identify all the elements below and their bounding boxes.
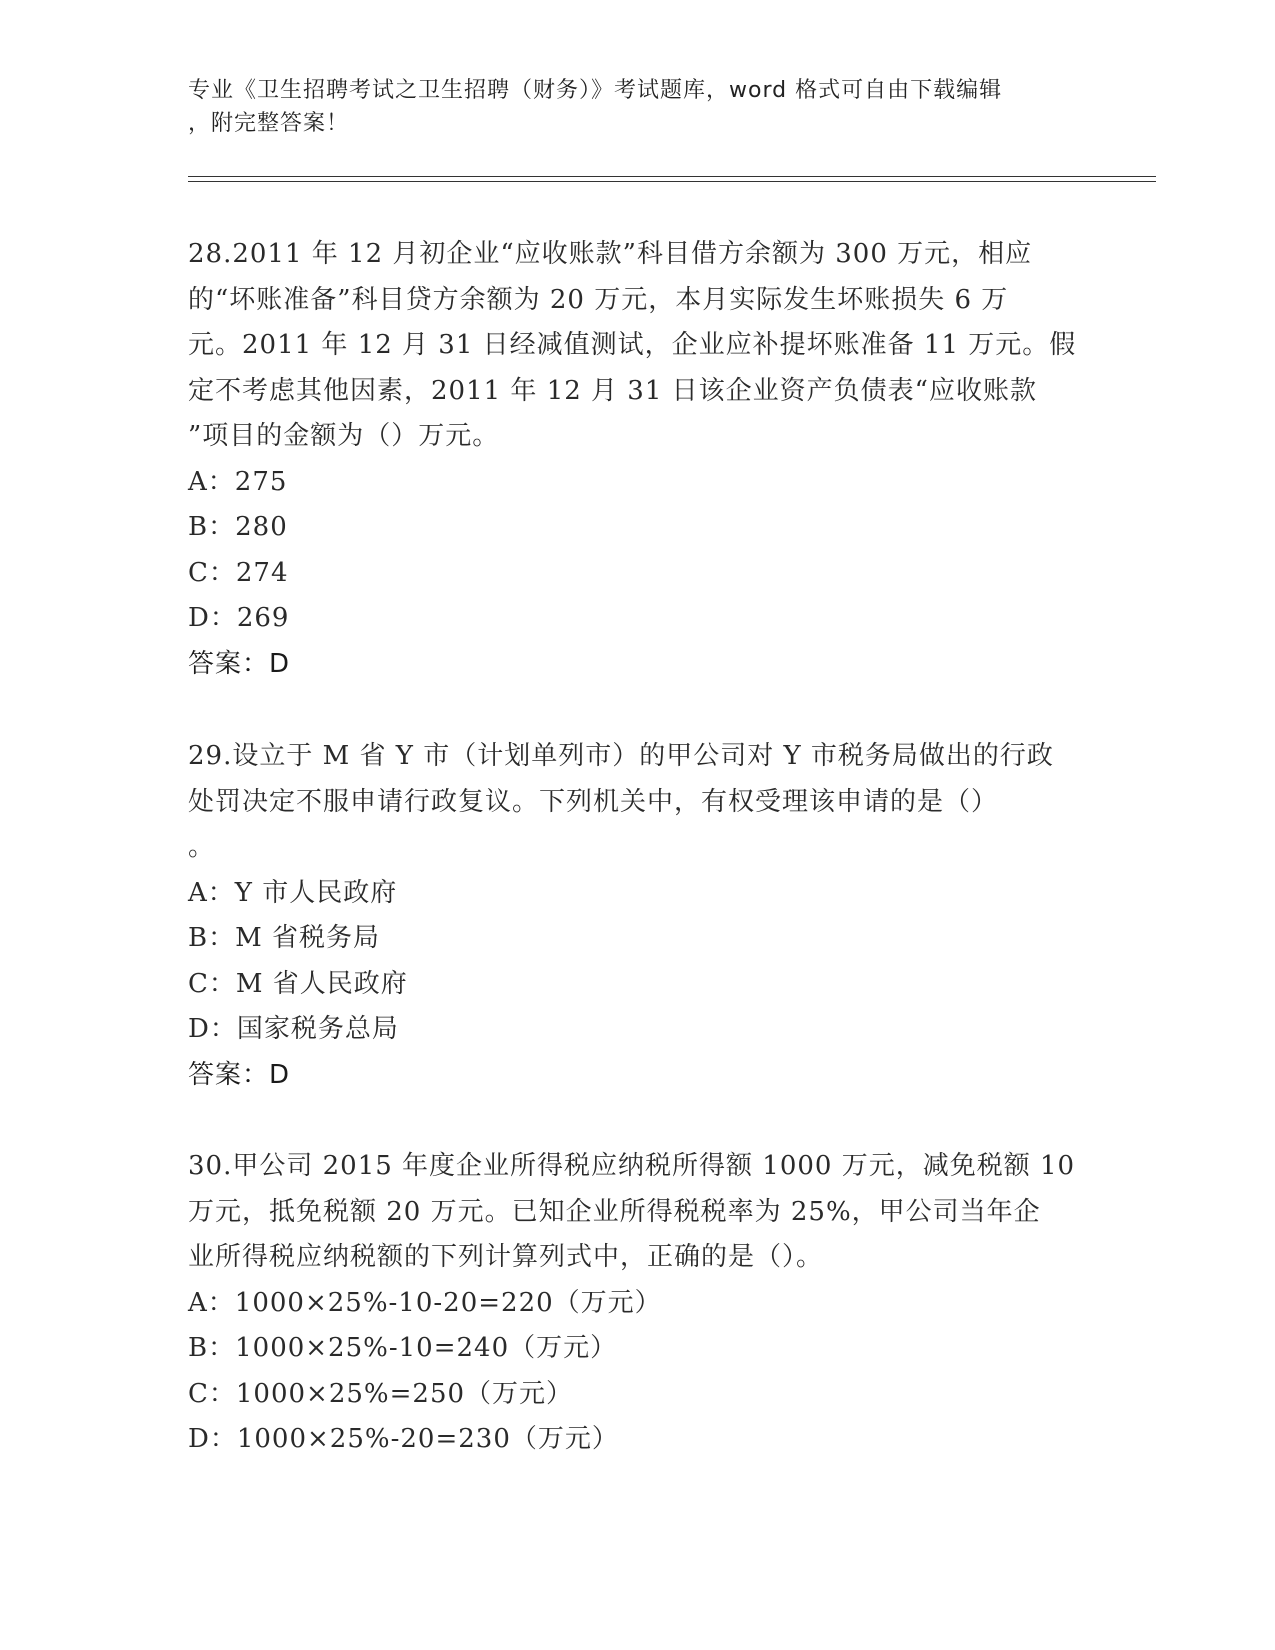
question-30 bbox=[188, 1144, 1088, 1463]
header-line-1: 专业《卫生招聘考试之卫生招聘（财务）》考试题库，word 格式可自由下载编辑 bbox=[188, 78, 1003, 103]
option-a: A：275 bbox=[188, 466, 288, 497]
question-28 bbox=[188, 232, 1088, 687]
question-29 bbox=[188, 734, 1088, 1098]
option-c: C：274 bbox=[188, 557, 289, 588]
question-stem bbox=[188, 232, 1088, 460]
answer: 答案：D bbox=[188, 1059, 291, 1090]
document-header bbox=[188, 74, 1088, 140]
stem-line: 万元，抵免税额 20 万元。已知企业所得税税率为 25%，甲公司当年企 bbox=[188, 1196, 1041, 1227]
option-b: B：280 bbox=[188, 512, 288, 542]
header-rule-top bbox=[188, 176, 1156, 177]
stem-line: 处罚决定不服申请行政复议。下列机关中，有权受理该申请的是（） bbox=[188, 786, 999, 817]
stem-line: 30.甲公司 2015 年度企业所得税应纳税所得额 1000 万元，减免税额 10 bbox=[188, 1151, 1076, 1181]
option-d: D：国家税务总局 bbox=[188, 1014, 399, 1044]
stem-line: 29.设立于 M 省 Y 市（计划单列市）的甲公司对 Y 市税务局做出的行政 bbox=[188, 741, 1054, 771]
stem-line: 。 bbox=[188, 832, 216, 862]
stem-line: 的“坏账准备”科目贷方余额为 20 万元，本月实际发生坏账损失 6 万 bbox=[188, 284, 1009, 315]
option-c: C：M 省人民政府 bbox=[188, 968, 408, 999]
option-a: A：Y 市人民政府 bbox=[188, 877, 398, 908]
option-b: B：M 省税务局 bbox=[188, 923, 380, 953]
question-stem bbox=[188, 1144, 1088, 1281]
question-stem bbox=[188, 734, 1088, 871]
option-a: A：1000×25%-10-20=220（万元） bbox=[188, 1287, 662, 1318]
answer: 答案：D bbox=[188, 648, 291, 679]
option-c: C：1000×25%=250（万元） bbox=[188, 1378, 574, 1409]
stem-line: 28.2011 年 12 月初企业“应收账款”科目借方余额为 300 万元，相应 bbox=[188, 239, 1033, 269]
stem-line: 定不考虑其他因素，2011 年 12 月 31 日该企业资产负债表“应收账款 bbox=[188, 375, 1037, 406]
header-rule-bottom bbox=[188, 181, 1156, 182]
option-b: B：1000×25%-10=240（万元） bbox=[188, 1333, 618, 1363]
option-d: D：1000×25%-20=230（万元） bbox=[188, 1424, 619, 1454]
stem-line: ”项目的金额为（）万元。 bbox=[188, 421, 500, 451]
option-d: D：269 bbox=[188, 603, 290, 633]
stem-line: 业所得税应纳税额的下列计算列式中，正确的是（）。 bbox=[188, 1242, 824, 1272]
stem-line: 元。2011 年 12 月 31 日经减值测试，企业应补提坏账准备 11 万元。假 bbox=[188, 330, 1077, 360]
header-line-2: ，附完整答案！ bbox=[188, 111, 350, 136]
